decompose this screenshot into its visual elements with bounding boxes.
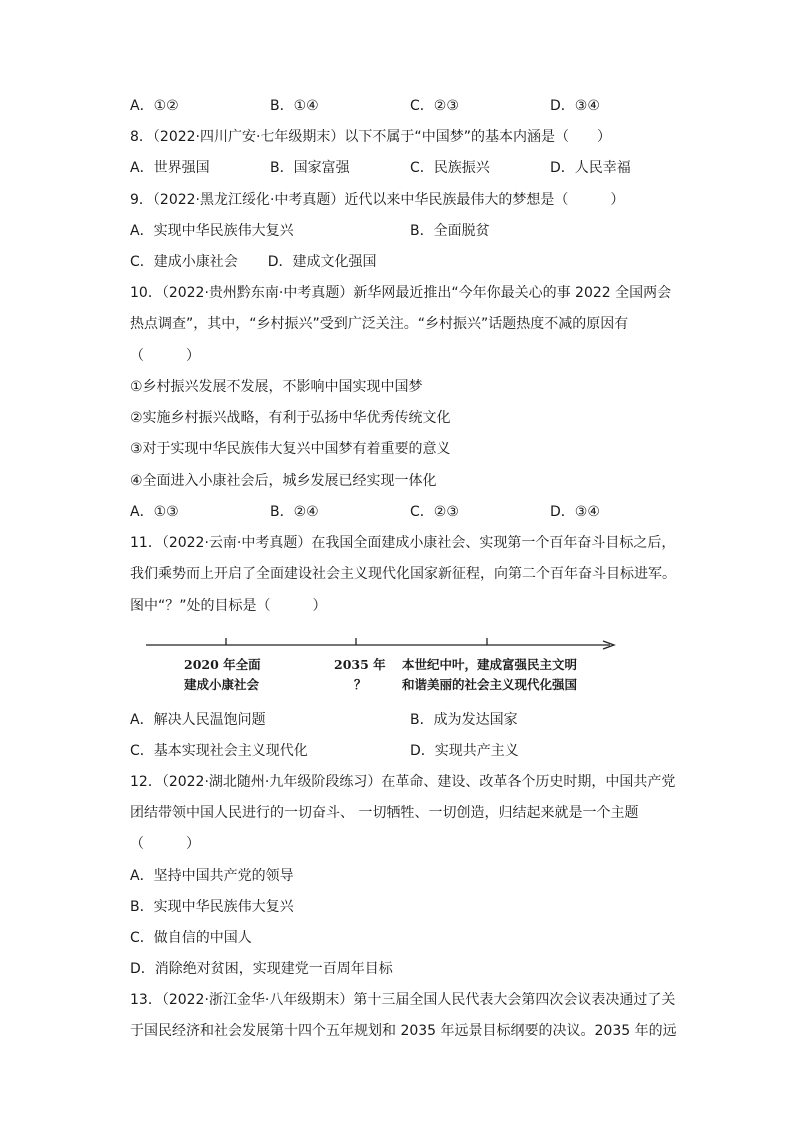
- q11-option-c: C．基本实现社会主义现代化: [130, 743, 308, 759]
- q11-stem-line1: 11．（2022·云南·中考真题）在我国全面建成小康社会、实现第一个百年奋斗目标之后，: [130, 535, 676, 551]
- q12-option-b: B．实现中华民族伟大复兴: [130, 899, 294, 915]
- q12-stem-line1: 12．（2022·湖北随州·九年级阶段练习）在革命、建设、改革各个历史时期，中国共产党: [130, 774, 676, 790]
- q10-statement-4: ④全面进入小康社会后，城乡发展已经实现一体化: [130, 473, 437, 489]
- q8-options: [130, 158, 690, 178]
- q13-stem-line1: 13．（2022·浙江金华·八年级期末）第十三届全国人民代表大会第四次会议表决通过了关: [130, 992, 676, 1008]
- q10-option-b: B．②④: [270, 504, 319, 520]
- timeline-axis: [140, 633, 620, 657]
- q11-option-b: B．成为发达国家: [410, 712, 518, 728]
- q11-options-row1: [130, 710, 690, 730]
- q7-option-c: C．②③: [410, 98, 459, 114]
- q7-option-b: B．①④: [270, 98, 319, 114]
- timeline-label-midcentury: 本世纪中叶，建成富强民主文明 和谐美丽的社会主义现代化强国: [402, 657, 578, 692]
- q10-option-a: A．①③: [130, 504, 179, 520]
- q7-option-d: D．③④: [550, 98, 600, 114]
- q10-stem-line2: 热点调查”，其中，“乡村振兴”受到广泛关注。“乡村振兴”话题热度不减的原因有: [130, 316, 629, 332]
- q9-option-b: B．全面脱贫: [410, 223, 490, 239]
- q10-option-c: C．②③: [410, 504, 459, 520]
- q12-stem-line3: （ ）: [130, 836, 200, 852]
- q10-statement-1: ①乡村振兴发展不发展，不影响中国实现中国梦: [130, 379, 423, 395]
- timeline-label-2035: 2035 年 ？: [334, 657, 386, 692]
- q9-options-row2: [130, 252, 377, 272]
- q9-option-d: D．建成文化强国: [267, 254, 377, 270]
- q9-option-a: A．实现中华民族伟大复兴: [130, 223, 294, 239]
- q11-stem-line3: 图中“？”处的目标是（ ）: [130, 598, 327, 614]
- q7-options: [130, 96, 690, 116]
- q7-option-a: A．①②: [130, 98, 179, 114]
- q11-option-a: A．解决人民温饱问题: [130, 712, 266, 728]
- q12-option-d: D．消除绝对贫困，实现建党一百周年目标: [130, 961, 393, 977]
- q13-stem-line2: 于国民经济和社会发展第十四个五年规划和 2035 年远景目标纲要的决议。2035 年的远: [130, 1023, 677, 1039]
- timeline-label-2020: 2020 年全面 建成小康社会: [184, 657, 261, 692]
- q10-stem-line3: （ ）: [130, 348, 200, 364]
- q10-options: [130, 502, 690, 522]
- q11-options-row2: [130, 741, 690, 761]
- q9-option-c: C．建成小康社会: [130, 254, 238, 270]
- q8-option-c: C．民族振兴: [410, 160, 490, 176]
- q8-stem: 8．（2022·四川广安·七年级期末）以下不属于“中国梦”的基本内涵是（ ）: [130, 129, 611, 145]
- q12-stem-line2: 团结带领中国人民进行的一切奋斗、 一切牺牲、一切创造，归结起来就是一个主题: [130, 805, 639, 821]
- q10-statement-3: ③对于实现中华民族伟大复兴中国梦有着重要的意义: [130, 441, 451, 457]
- q10-stem-line1: 10．（2022·贵州黔东南·中考真题）新华网最近推出“今年你最关心的事 2022 全国两会: [130, 285, 672, 301]
- q10-option-d: D．③④: [550, 504, 600, 520]
- q11-stem-line2: 我们乘势而上开启了全面建设社会主义现代化国家新征程，向第二个百年奋斗目标进军。: [130, 566, 676, 582]
- q10-statement-2: ②实施乡村振兴战略，有利于弘扬中华优秀传统文化: [130, 410, 451, 426]
- q9-stem: 9．（2022·黑龙江绥化·中考真题）近代以来中华民族最伟大的梦想是（ ）: [130, 192, 625, 208]
- q9-options-row1: [130, 221, 690, 241]
- q12-option-a: A．坚持中国共产党的领导: [130, 868, 294, 884]
- q8-option-d: D．人民幸福: [550, 160, 631, 176]
- q11-timeline-figure: [140, 633, 620, 703]
- q12-option-c: C．做自信的中国人: [130, 930, 252, 946]
- q11-option-d: D．实现共产主义: [410, 743, 519, 759]
- q8-option-a: A．世界强国: [130, 160, 210, 176]
- q8-option-b: B．国家富强: [270, 160, 350, 176]
